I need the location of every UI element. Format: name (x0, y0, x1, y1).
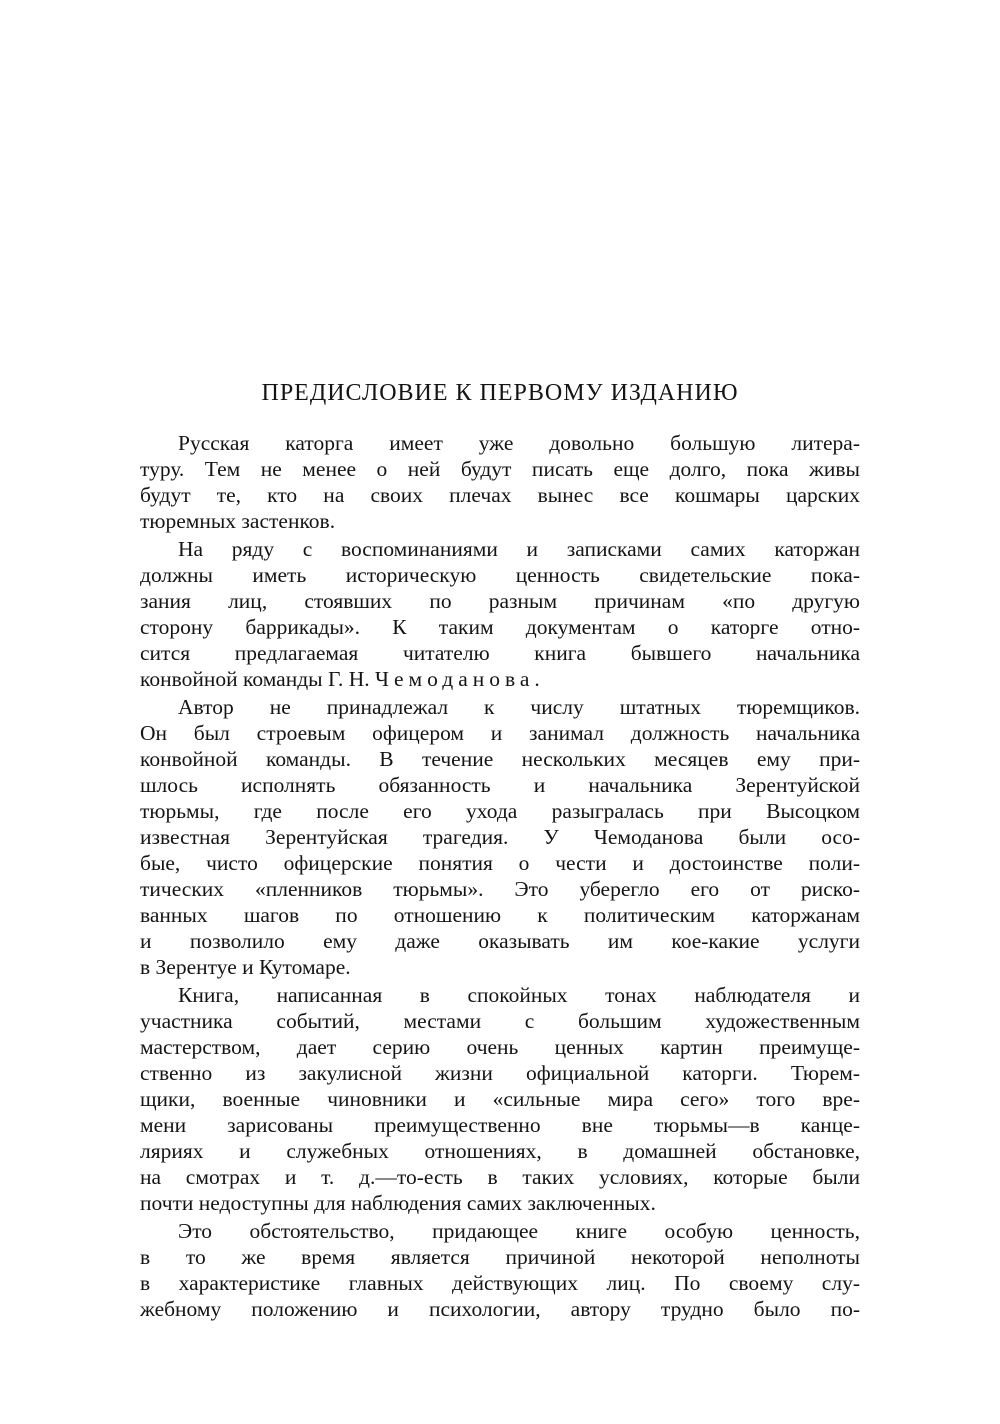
paragraph-4 (140, 982, 860, 1216)
text-line: на смотрах и т. д.—то-есть в таких условиях, которые были (140, 1165, 860, 1189)
body-text (140, 430, 860, 1324)
text-line: жебному положению и психологии, автору трудно было по- (140, 1297, 860, 1321)
text-line: в характеристике главных действующих лиц. По своему слу- (140, 1271, 860, 1295)
text-line: Автор не принадлежал к числу штатных тюремщиков. (178, 695, 860, 719)
text-line: щики, военные чиновники и «сильные мира сего» того вре- (140, 1087, 860, 1111)
text-line: Он был строевым офицером и занимал должность начальника (140, 721, 860, 745)
spaced-name: Чемоданова. (375, 667, 545, 691)
text-line-prefix: конвойной команды Г. Н. (140, 667, 375, 691)
text-line: На ряду с воспоминаниями и записками самих каторжан (178, 537, 860, 561)
text-line: конвойной команды. В течение нескольких месяцев ему при- (140, 747, 860, 771)
text-line: и позволило ему даже оказывать им кое-какие услуги (140, 929, 860, 953)
page-title: ПРЕДИСЛОВИЕ К ПЕРВОМУ ИЗДАНИЮ (261, 380, 739, 406)
text-line: сится предлагаемая читателю книга бывшего начальника (140, 641, 860, 665)
text-line: участника событий, местами с большим художественным (140, 1009, 860, 1033)
text-line: Это обстоятельство, придающее книге особую ценность, (178, 1219, 860, 1243)
text-line: ванных шагов по отношению к политическим каторжанам (140, 903, 860, 927)
text-line (140, 666, 860, 692)
text-line: ственно из закулисной жизни официальной каторги. Тюрем- (140, 1061, 860, 1085)
text-line: туру. Тем не менее о ней будут писать еще долго, пока живы (140, 457, 860, 481)
text-line: должны иметь историческую ценность свидетельские пока- (140, 563, 860, 587)
text-line: зания лиц, стоявших по разным причинам «по другую (140, 589, 860, 613)
text-line: Книга, написанная в спокойных тонах наблюдателя и (178, 983, 860, 1007)
text-line: тюремных застенков. (140, 509, 336, 533)
paragraph-3 (140, 694, 860, 980)
text-line: мастерством, дает серию очень ценных картин преимуще- (140, 1035, 860, 1059)
text-line: шлось исполнять обязанность и начальника Зерентуйской (140, 773, 860, 797)
paragraph-2 (140, 536, 860, 692)
paragraph-1 (140, 430, 860, 534)
text-line: сторону баррикады». К таким документам о каторге отно- (140, 615, 860, 639)
text-line: Русская каторга имеет уже довольно большую литера- (178, 431, 860, 455)
text-line: ляриях и служебных отношениях, в домашней обстановке, (140, 1139, 860, 1163)
text-line: будут те, кто на своих плечах вынес все кошмары царских (140, 483, 860, 507)
text-line: в Зерентуе и Кутомаре. (140, 955, 351, 979)
text-line: известная Зерентуйская трагедия. У Чемоданова были осо- (140, 825, 860, 849)
text-line: бые, чисто офицерские понятия о чести и достоинстве поли- (140, 851, 860, 875)
text-line: мени зарисованы преимущественно вне тюрьмы—в канце- (140, 1113, 860, 1137)
text-line: тюрьмы, где после его ухода разыгралась при Высоцком (140, 799, 860, 823)
text-line: почти недоступны для наблюдения самих заключенных. (140, 1191, 656, 1215)
paragraph-5 (140, 1218, 860, 1322)
text-line: тических «пленников тюрьмы». Это уберегло его от риско- (140, 877, 860, 901)
text-line: в то же время является причиной некоторой неполноты (140, 1245, 860, 1269)
